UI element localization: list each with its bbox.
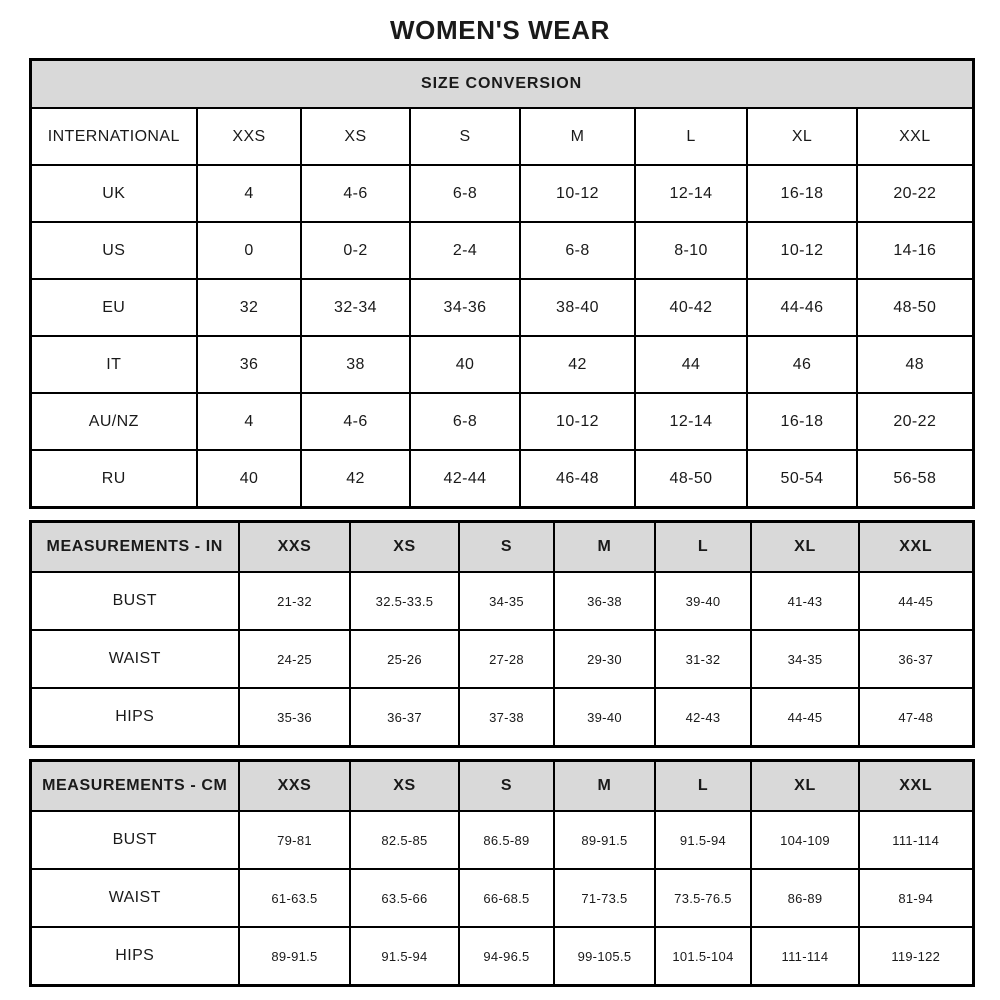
value-cell: 21-32 <box>239 572 350 630</box>
value-cell: 40 <box>410 336 520 393</box>
value-cell: 81-94 <box>859 869 973 927</box>
value-cell: 101.5-104 <box>655 927 751 986</box>
value-cell: 61-63.5 <box>239 869 350 927</box>
value-cell: 39-40 <box>655 572 751 630</box>
value-cell: 38-40 <box>520 279 635 336</box>
table-row <box>30 869 973 927</box>
value-cell: 36-37 <box>350 688 459 747</box>
value-cell: 12-14 <box>635 393 747 450</box>
value-cell: 91.5-94 <box>655 811 751 869</box>
row-label-cell: EU <box>30 279 197 336</box>
value-cell: 44-45 <box>859 572 973 630</box>
column-header-cell: L <box>655 761 751 812</box>
value-cell: 48-50 <box>857 279 973 336</box>
value-cell: 119-122 <box>859 927 973 986</box>
table-row <box>30 108 973 165</box>
value-cell: 37-38 <box>459 688 554 747</box>
table-header-cell: SIZE CONVERSION <box>30 60 973 109</box>
value-cell: 89-91.5 <box>239 927 350 986</box>
table-row <box>30 811 973 869</box>
value-cell: 32-34 <box>301 279 410 336</box>
value-cell: 4-6 <box>301 165 410 222</box>
value-cell: 111-114 <box>751 927 859 986</box>
row-label-cell: BUST <box>30 811 239 869</box>
row-label-cell: WAIST <box>30 630 239 688</box>
table-row <box>30 60 973 109</box>
value-cell: 27-28 <box>459 630 554 688</box>
column-header-cell: XXL <box>857 108 973 165</box>
column-header-cell: XS <box>301 108 410 165</box>
value-cell: 4 <box>197 165 301 222</box>
value-cell: 86.5-89 <box>459 811 554 869</box>
table-row <box>30 688 973 747</box>
table-row <box>30 572 973 630</box>
value-cell: 36 <box>197 336 301 393</box>
value-cell: 94-96.5 <box>459 927 554 986</box>
value-cell: 0-2 <box>301 222 410 279</box>
measurements-in-table <box>29 520 975 748</box>
value-cell: 42 <box>520 336 635 393</box>
value-cell: 50-54 <box>747 450 857 508</box>
column-header-cell: XS <box>350 522 459 573</box>
value-cell: 36-38 <box>554 572 655 630</box>
value-cell: 63.5-66 <box>350 869 459 927</box>
value-cell: 42-43 <box>655 688 751 747</box>
table-row <box>30 630 973 688</box>
table-row <box>30 279 973 336</box>
column-header-cell: M <box>554 522 655 573</box>
row-label-cell: WAIST <box>30 869 239 927</box>
size-conversion-table <box>29 58 975 509</box>
column-header-cell: S <box>459 761 554 812</box>
value-cell: 2-4 <box>410 222 520 279</box>
value-cell: 6-8 <box>410 165 520 222</box>
value-cell: 91.5-94 <box>350 927 459 986</box>
value-cell: 71-73.5 <box>554 869 655 927</box>
value-cell: 31-32 <box>655 630 751 688</box>
value-cell: 10-12 <box>520 165 635 222</box>
column-header-cell: S <box>410 108 520 165</box>
value-cell: 34-35 <box>751 630 859 688</box>
column-header-cell: XL <box>751 522 859 573</box>
column-header-cell: XL <box>747 108 857 165</box>
column-header-cell: XXL <box>859 761 973 812</box>
value-cell: 29-30 <box>554 630 655 688</box>
column-header-cell: XXL <box>859 522 973 573</box>
value-cell: 89-91.5 <box>554 811 655 869</box>
value-cell: 34-35 <box>459 572 554 630</box>
value-cell: 40-42 <box>635 279 747 336</box>
value-cell: 111-114 <box>859 811 973 869</box>
row-label-cell: BUST <box>30 572 239 630</box>
value-cell: 36-37 <box>859 630 973 688</box>
value-cell: 99-105.5 <box>554 927 655 986</box>
value-cell: 44-45 <box>751 688 859 747</box>
value-cell: 8-10 <box>635 222 747 279</box>
value-cell: 35-36 <box>239 688 350 747</box>
column-header-cell: XXS <box>239 761 350 812</box>
value-cell: 48 <box>857 336 973 393</box>
column-header-cell: XL <box>751 761 859 812</box>
column-header-cell: S <box>459 522 554 573</box>
value-cell: 10-12 <box>747 222 857 279</box>
column-header-cell: INTERNATIONAL <box>30 108 197 165</box>
measurements-cm-table <box>29 759 975 987</box>
table-row <box>30 222 973 279</box>
value-cell: 39-40 <box>554 688 655 747</box>
value-cell: 38 <box>301 336 410 393</box>
value-cell: 32.5-33.5 <box>350 572 459 630</box>
value-cell: 12-14 <box>635 165 747 222</box>
value-cell: 73.5-76.5 <box>655 869 751 927</box>
value-cell: 44 <box>635 336 747 393</box>
value-cell: 48-50 <box>635 450 747 508</box>
value-cell: 24-25 <box>239 630 350 688</box>
value-cell: 104-109 <box>751 811 859 869</box>
value-cell: 46-48 <box>520 450 635 508</box>
column-header-cell: XS <box>350 761 459 812</box>
value-cell: 14-16 <box>857 222 973 279</box>
value-cell: 79-81 <box>239 811 350 869</box>
value-cell: 66-68.5 <box>459 869 554 927</box>
row-label-cell: HIPS <box>30 688 239 747</box>
value-cell: 16-18 <box>747 393 857 450</box>
table-row <box>30 336 973 393</box>
row-label-cell: AU/NZ <box>30 393 197 450</box>
value-cell: 41-43 <box>751 572 859 630</box>
row-label-cell: US <box>30 222 197 279</box>
column-header-cell: L <box>655 522 751 573</box>
table-row <box>30 450 973 508</box>
value-cell: 6-8 <box>410 393 520 450</box>
column-header-cell: M <box>554 761 655 812</box>
value-cell: 25-26 <box>350 630 459 688</box>
column-header-cell: XXS <box>239 522 350 573</box>
column-header-cell: L <box>635 108 747 165</box>
table-row <box>30 165 973 222</box>
row-label-cell: UK <box>30 165 197 222</box>
value-cell: 20-22 <box>857 393 973 450</box>
row-label-cell: IT <box>30 336 197 393</box>
column-header-cell: M <box>520 108 635 165</box>
value-cell: 16-18 <box>747 165 857 222</box>
value-cell: 0 <box>197 222 301 279</box>
value-cell: 4-6 <box>301 393 410 450</box>
value-cell: 44-46 <box>747 279 857 336</box>
table-header-cell: MEASUREMENTS - IN <box>30 522 239 573</box>
column-header-cell: XXS <box>197 108 301 165</box>
page-title: WOMEN'S WEAR <box>390 15 610 45</box>
value-cell: 82.5-85 <box>350 811 459 869</box>
value-cell: 4 <box>197 393 301 450</box>
value-cell: 10-12 <box>520 393 635 450</box>
chart-body <box>29 58 972 987</box>
value-cell: 32 <box>197 279 301 336</box>
table-header-cell: MEASUREMENTS - CM <box>30 761 239 812</box>
value-cell: 46 <box>747 336 857 393</box>
value-cell: 40 <box>197 450 301 508</box>
row-label-cell: HIPS <box>30 927 239 986</box>
value-cell: 42 <box>301 450 410 508</box>
value-cell: 6-8 <box>520 222 635 279</box>
value-cell: 86-89 <box>751 869 859 927</box>
table-row <box>30 927 973 986</box>
value-cell: 47-48 <box>859 688 973 747</box>
value-cell: 42-44 <box>410 450 520 508</box>
row-label-cell: RU <box>30 450 197 508</box>
value-cell: 20-22 <box>857 165 973 222</box>
value-cell: 34-36 <box>410 279 520 336</box>
value-cell: 56-58 <box>857 450 973 508</box>
table-row <box>30 393 973 450</box>
table-row <box>30 522 973 573</box>
table-row <box>30 761 973 812</box>
